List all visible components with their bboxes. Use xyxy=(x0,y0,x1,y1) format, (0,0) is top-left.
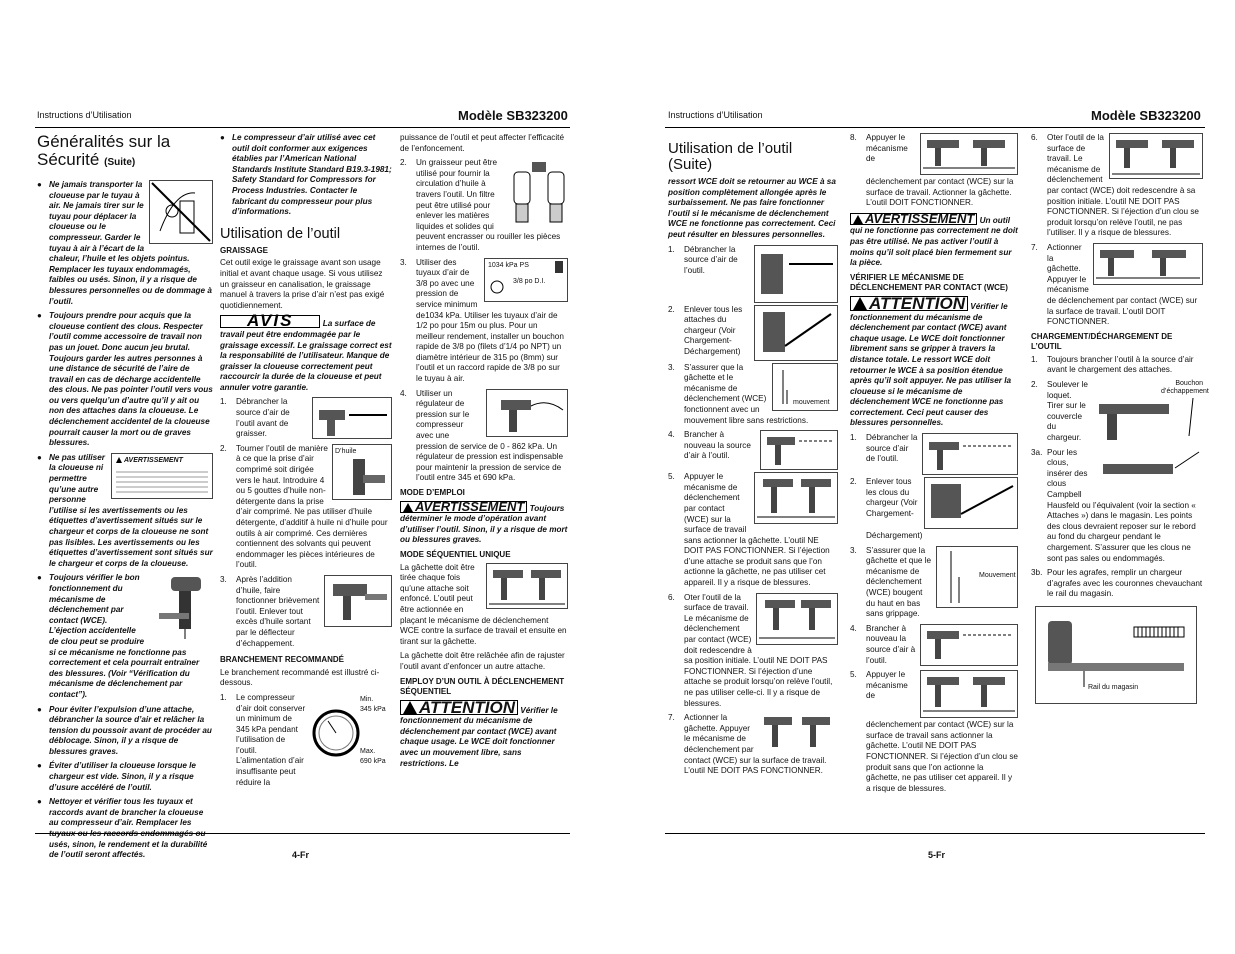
unload-figure xyxy=(924,477,1018,529)
section-title: Utilisation de l’outil xyxy=(220,225,341,242)
subheading: BRANCHEMENT RECOMMANDÉ xyxy=(220,655,344,665)
safety-bullet: ● Ne jamais transporter la cloueuse par le tuyau à air. Ne jamais tirer sur le tuyau pour déplacer la cloueuse ou le compresseur. Garder le tuyau à air à l’écart de la chaleur, l’huile et les objets pointus. Remplacer les tuyaux endommagés, faibles ou usés. Sinon, il y a risque de blessures personnelles ou de dommage à l’outil. xyxy=(37,180,213,307)
list-item: 7. Actionner la gâchette. Appuyer le mécanisme de déclenchement par contact (WCE) sur la surface de travail. L’outil DOIT FONCTIONNER. xyxy=(1031,243,1203,328)
paragraph: Cet outil exige le graissage avant son usage initial et avant chaque usage. Si vous utilisez un graisseur en canalisation, le graissage manuel à travers la prise d’air n’est pas exigé quotidiennement. xyxy=(220,258,385,310)
paragraph: La gâchette doit être relâchée afin de rajuster l’outil avant d’enfoncer un autre attache. xyxy=(400,651,565,671)
column-3 xyxy=(400,133,568,769)
column-3 xyxy=(1031,133,1209,706)
trigger-figure xyxy=(1093,243,1203,285)
footer-rule xyxy=(35,833,570,834)
insert-nails-figure xyxy=(1095,448,1203,496)
lift-tool-figure xyxy=(756,593,838,645)
list-item: 3. mouvement S’assurer que la gâchette et le mécanisme de déclenchement (WCE) fonctionnent avec un mouvement libre sans restrictions. xyxy=(668,363,838,427)
fire-figure xyxy=(920,133,1018,175)
attention-label: ATTENTION xyxy=(850,296,968,311)
section-title: Utilisation de l’outil (Suite) xyxy=(668,140,793,173)
paragraph: puissance de l’outil et peut affecter l’efficacité de l’enfoncement. xyxy=(400,133,565,153)
movement-figure: Mouvement xyxy=(936,546,1018,608)
safety-bullet: ● Toujours prendre pour acquis que la cloueuse contient des clous. Respecter l’outil comme accessoire de travail non pas un jouet. Donc aucun jeu brutal. Toujours garder les autres personnes à une distance de sécurité de l’aire de travail en cas de décharge accidentelle des clous. Ne pas pointer l’outil vers vous ou vers quelqu’un d’autre qu’il y ait ou non des attaches dans la cloueuse. Le déclenchement accidentel de la cloueuse pourrait causer la mort ou de graves blessures. xyxy=(37,311,213,449)
attention-notice: ATTENTION Vérifier le fonctionnement du mécanisme de déclenchement par contact (WCE) avant chaque usage. Le WCE doit fonctionner avec un mouvement libre, sans restrictions. Le xyxy=(400,697,558,768)
list-item: 2. Bouchon d’échappement Soulever le loquet. Tirer sur le couvercle du chargeur. xyxy=(1031,380,1203,444)
unload-figure xyxy=(754,305,838,361)
header-title: Instructions d’Utilisation xyxy=(37,110,132,120)
list-item: 4. Brancher à nouveau la source d’air à l’outil. xyxy=(668,430,838,462)
list-item: 4. Brancher à nouveau la source d’air à l’outil. xyxy=(850,624,1018,666)
page-number: 4-Fr xyxy=(292,850,310,860)
list-item: 1. Débrancher la source d’air de l’outil. xyxy=(850,433,1018,465)
run-tool-figure xyxy=(324,575,392,627)
subheading: MODE SÉQUENTIEL UNIQUE xyxy=(400,549,511,559)
column-1 xyxy=(37,133,213,865)
warning-label-text: AVERTISSEMENT xyxy=(124,456,183,464)
column-1 xyxy=(668,133,838,781)
list-item: 3. Après l’addition d’huile, faire fonctionner brièvement l’outil. Enlever tout excès d’huile sortant par le déflecteur d’échappement. xyxy=(220,575,392,649)
warning-label: AVERTISSEMENT xyxy=(400,501,527,514)
list-item: 2. Enlever tous les clous du chargeur (Voir Chargement-Déchargement) xyxy=(850,477,1018,542)
list-item: 6. Oter l’outil de la surface de travail. Le mécanisme de déclenchement par contact (WCE) doit redescendre à sa position initiale. L’outil NE DOIT PAS FONCTIONNER. Si l’éjection d’un clou se produit lorsqu’on relève l’outil, ne pas l’utiliser. Il y a risque de blessures. xyxy=(1031,133,1203,239)
paragraph: Le branchement recommandé est illustré ci-dessous. xyxy=(220,667,380,688)
section-title: Généralités sur la Sécurité (Suite) xyxy=(37,132,171,169)
paragraph: La gâchette doit être tirée chaque fois qu’une attache soit enfoncé. L’outil peut être actionnée en plaçant le mécanisme de déclenchement WCE contre la surface de travail et ensuite en tirant sur la gâchette. xyxy=(400,562,567,646)
safety-bullet: ● Nettoyer et vérifier tous les tuyaux et raccords avant de brancher la cloueuse au compresseur d’air. Remplacer les usés, sinon, le rendement et la durabilité de l’outil seront affectés. xyxy=(37,797,213,861)
subheading: VÉRIFIER LE MÉCANISME DE DÉCLENCHEMENT PAR CONTACT (WCE) xyxy=(850,272,1008,293)
column-2 xyxy=(850,133,1018,798)
list-item: 7. Actionner la gâchette. Appuyer le mécanisme de déclenchement par contact (WCE) sur la surface de travail. L’outil NE DOIT PAS FONCTIONNER. xyxy=(668,713,838,777)
list-item: 2. Enlever tous les attaches du chargeur (Voir Chargement-Déchargement) xyxy=(668,305,838,358)
warning-label-figure xyxy=(111,453,213,499)
header-rule xyxy=(35,127,570,128)
paragraph: ressort WCE doit se retourner au WCE à sa position complètement allongée après le surbaissement. Ne pas faire fonctionner l’outil si le mécanisme de déclenchement WCE ne fonctionne pas correctement. Ceci peut résulter en blessures personnelles. xyxy=(668,177,836,239)
list-item: 3. 1034 kPa PS 3/8 po D.I. Utiliser des tuyaux d’air de 3/8 po avec une pression de service minimum de1034 kPa. Utiliser les tuyaux d’air de 1/2 po pour 15m ou plus. Pour un meilleur rendement, installer un bouchon rapide de 3/8 po (filets d’1/4 po NPT) un diamètre intérieur de 315 po (8mm) sur l’outil et un raccord rapide de 3/8 po sur le tuyau à air. xyxy=(400,258,568,385)
left-page xyxy=(30,0,570,954)
subheading: GRAISSAGE xyxy=(220,245,269,255)
header-rule xyxy=(665,127,1205,128)
press-wce-figure xyxy=(754,472,838,524)
list-item: 2. Un graisseur peut être utilisé pour fournir la circulation d’huile à travers l’outil. Un filtre peut être utilisé pour enlever les matières liquides et solides qui peuvent encrasser ou rouiller les pièces internes de l’outil. xyxy=(400,158,568,253)
hose-spec-figure: 1034 kPa PS 3/8 po D.I. xyxy=(484,258,568,302)
list-item: 1. Débrancher la source d’air de l’outil. xyxy=(668,245,838,277)
avis-label: AVIS xyxy=(220,315,320,328)
list-item: 2. D’huile Tourner l’outil de manière à ce que la prise d’air comprimé soit dirigée vers le haut. Introduire 4 ou 5 gouttes d’huile non-détergente dans la prise d’air comprimé. Ne pas utiliser d’huile détergente, d’additif à huile ni d’huile pour outils à air comprimé. Ces dernières contiennent des solvants qui peuvent endommager les pièces intérieures de l’outil. xyxy=(220,444,392,571)
regulator-figure xyxy=(486,389,568,437)
subheading: EMPLOY D’UN OUTIL À DÉCLENCHEMENT SÉQUENTIEL xyxy=(400,676,565,697)
disconnect-figure xyxy=(754,245,838,303)
right-page xyxy=(665,0,1209,954)
movement-figure: mouvement xyxy=(772,363,838,411)
filter-lubricator-figure xyxy=(510,158,568,226)
trigger-figure xyxy=(758,713,838,753)
oil-label: D’huile xyxy=(335,447,357,455)
warning-notice: AVERTISSEMENT Un outil qui ne fonctionne pas correctement ne doit pas être utilisé. Ne pas activer l’outil à moins qu’il soit placé bien fermement sur la pièce. xyxy=(850,210,1018,268)
list-item: 8. Appuyer le mécanisme de déclenchement par contact (WCE) sur la surface de travail. Actionner la gâchette. L’outil DOIT FONCTIONNER. xyxy=(850,133,1018,209)
footer-rule xyxy=(665,833,1205,834)
safety-bullet: ● Pour éviter l’expulsion d’une attache, débrancher la source d’air et relâcher la tension du poussoir avant de procéder au déblocage. Sinon, il y a risque de blessures graves. xyxy=(37,705,213,758)
disconnect-figure xyxy=(312,397,392,439)
subheading: MODE D’EMPLOI xyxy=(400,488,465,497)
header-title: Instructions d’Utilisation xyxy=(668,110,763,120)
list-item: 4. Utiliser un régulateur de pression sur le compresseur avec une pression de service de 0 - 862 kPa. Un régulateur de pression est indispensable pour maintenir la pression de service de l’outil entre 345 et 690 kPa. xyxy=(400,389,568,484)
lift-tool-figure xyxy=(1109,133,1203,179)
header-model: Modèle SB323200 xyxy=(458,108,568,123)
attention-label: ATTENTION xyxy=(400,700,518,715)
oil-figure xyxy=(332,444,392,500)
list-item: 3b. Pour les agrafes, remplir un chargeur d’agrafes avec les couronnes chevauchant le rail du magasin. xyxy=(1031,568,1203,599)
attention-notice: ATTENTION Vérifier le fonctionnement du mécanisme de déclenchement par contact (WCE) avant chaque usage. Le WCE doit fonctionner librement sans se gripper à travers la distance totale. Le ressort WCE doit retourner le WCE à sa position étendue après qu’il soit appuyer. Ne pas utiliser la cloueuse si le mécanisme de déclenchement WCE ne fonctionne pas correctement. Ceci peut causer des blessures personnelles. xyxy=(850,293,1012,428)
list-item: 1. Toujours brancher l’outil à la source d’air avant le chargement des attaches. xyxy=(1031,354,1194,375)
column-2 xyxy=(220,133,392,792)
pressure-gauge-figure: Min. 345 kPa Max. 690 kPa xyxy=(310,693,392,773)
nailer-figure xyxy=(151,573,213,641)
list-item: 1. Débrancher la source d’air de l’outil avant de graisser. xyxy=(220,397,392,439)
list-item: 3a. Pour les clous, insérer des clous Campbell Hausfeld ou l’équivalent (voir la section « Attaches ») dans le magasin. Les points des clous devraient reposer sur le rebord au fond du chargeur pendant le chargement. S’assurer que les clous ne sont pas sales ou endommagés. xyxy=(1031,448,1203,565)
disconnect-figure xyxy=(922,433,1018,475)
open-magazine-figure xyxy=(1093,380,1209,444)
page-number: 5-Fr xyxy=(928,850,946,860)
press-wce-figure xyxy=(920,670,1018,718)
warning-label: AVERTISSEMENT xyxy=(850,213,977,226)
safety-bullet: ● Le compresseur d’air utilisé avec cet outil doit conformer aux exigences établies par l’American National Standards Institute Standard B19.3-1981; Safety Standard for Compressors for Process Industries. Contacter le fabricant du compresseur pour plus d’informations. xyxy=(220,133,392,218)
reconnect-figure xyxy=(760,430,838,470)
safety-bullet: ● Éviter d’utiliser la cloueuse lorsque le chargeur est vide. Sinon, il y a risque d’usure accéléré de l’outil. xyxy=(37,761,213,793)
avis-notice: AVIS La surface de travail peut être endommagée par le graissage excessif. Le graissage correct est la responsabilité de l’utilisateur. Manque de graisser la cloueuse correctement peut raccourcir la durée de la cloueuse et peut annuler votre garantie. xyxy=(220,311,392,392)
safety-bullet: ● Toujours vérifier le bon fonctionnement du mécanisme de déclenchement par contact (WCE). L’éjection accidentelle de clou peut se produire si ce mécanisme ne fonctionne pas correctement et cela pourrait entraîner des blessures. (Voir “Vérification du mécanisme de déclenchement par contact”). xyxy=(37,573,213,700)
header-model: Modèle SB323200 xyxy=(1091,108,1201,123)
hose-carry-figure xyxy=(149,180,213,244)
list-item: 5. Appuyer le mécanisme de déclenchement par contact (WCE) sur la surface de travail sans actionner la gâchette. L’outil NE DOIT PAS FONCTIONNER. Si l’éjection d’un clou se produit sans que l’on actionne la gâchette, ne pas utiliser cet appareil. Il y a risque de blessures. xyxy=(850,670,1018,793)
magazine-rail-figure xyxy=(1035,606,1197,704)
list-item: 3. Mouvement S’assurer que la gâchette et que le mécanisme de déclenchement (WCE) bougent du haut en bas sans grippage. xyxy=(850,546,1018,620)
reconnect-figure xyxy=(920,624,1018,666)
safety-bullet: ● AVERTISSEMENT Ne pas utiliser la cloueuse ni permettre qu’une autre personne l’utilise si les avertissements ou les étiquettes d’avertissement situés sur le chargeur et corps de la cloueuse ne sont pas lisibles. Les avertissements ou les étiquettes d’avertissement sont situés sur le chargeur et corps de la cloueuse. xyxy=(37,453,213,570)
exhaust-cap-label: Bouchon d’échappement xyxy=(1161,380,1209,396)
list-item: 1. Min. 345 kPa Max. 690 kPa Le compresseur d’air doit conserver un minimum de 345 kPa pendant l’utilisation de l’outil. L’alimentation d’air insuffisante peut réduire la xyxy=(220,693,392,788)
sequential-mode-figure xyxy=(486,563,568,609)
list-item: 5. Appuyer le mécanisme de déclenchement par contact (WCE) sur la surface de travail sans actionner la gâchette. L’outil NE DOIT PAS FONCTIONNER. Si l’éjection d’une attache se produit sans que l’on actionne la gâchette, ne pas utiliser cet appareil. Il y a risque de blessures. xyxy=(668,472,838,589)
list-item: 6. Oter l’outil de la surface de travail. Le mécanisme de déclenchement par contact (WCE) doit redescendre à sa position initiale. L’outil NE DOIT PAS FONCTIONNER. Si l’éjection d’une attache se produit lorsqu’on relève l’outil, ne pas utiliser celle-ci. Il y a risque de blessures. xyxy=(668,593,838,710)
warning-notice: AVERTISSEMENT Toujours déterminer le mode d’opération avant d’utiliser l’outil. Sinon, il y a risque de mort ou blessures graves. xyxy=(400,498,568,545)
rail-label: Rail du magasin xyxy=(1088,683,1139,691)
subheading: CHARGEMENT/DÉCHARGEMENT DE L’OUTIL xyxy=(1031,331,1173,352)
